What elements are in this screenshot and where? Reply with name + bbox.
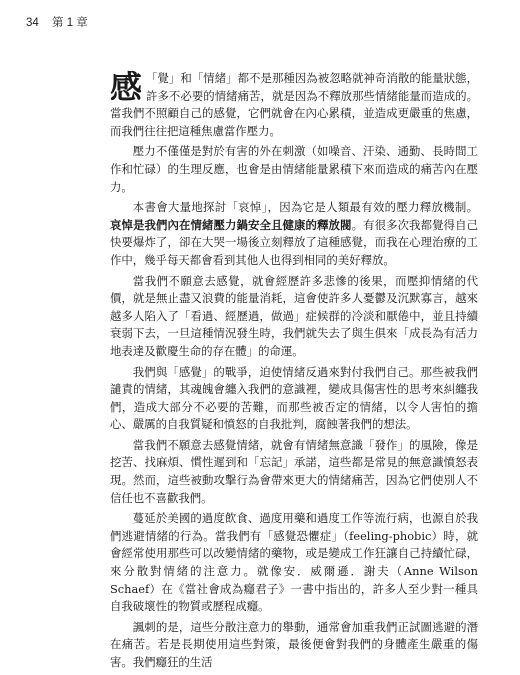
paragraph-8: 諷刺的是，這些分散注意力的舉動，通常會加重我們正試圖逃避的潛在痛苦。若是長期使用這些對策，最後便會對我們的身體產生嚴重的傷害。我們癮狂的生活: [110, 619, 478, 669]
paragraph-2: 壓力不僅僅是對於有害的外在刺激（如噪音、汗染、通勤、長時間工作和忙碌）的生理反應，也會是由情緒能量累積下來而造成的痛苦內在壓力。: [110, 144, 478, 194]
paragraph-5: 我們與「感覺」的戰爭，迫使情緒反過來對付我們自己。那些被我們譴責的情緒，其魂魄會纏入我們的意識裡，變成具傷害性的思考來糾纏我們，造成大部分不必要的苦難，而那些被否定的情緒，以令人害怕的擔心、嚴厲的自我質疑和憤怒的自我批判，腐蝕著我們的想法。: [110, 364, 478, 432]
paragraph-6: 當我們不願意去感覺情緒，就會有情緒無意識「發作」的風險，像是挖苦、找麻煩、慣性遲到和「忘記」承諾，這些都是常見的無意識憤怒表現。然而，這些被動攻擊行為會帶來更大的情緒痛苦，因為它們使別人不信任也不喜歡我們。: [110, 437, 478, 505]
paragraph-1: 「 感 覺」和「情緒」都不是那種因為被忽略就神奇消散的能量狀態，許多不必要的情緒痛苦，就是因為不釋放那些情緒能量而造成的。當我們不照顧自己的感覺，它們就會在內心累積，並造成更嚴重的焦慮，而我們往往把這種焦慮當作壓力。: [110, 68, 478, 138]
running-header: [26, 14, 88, 30]
emphasis-text: 哀悼是我們內在情緒壓力鍋安全且健康的釋放閥: [110, 217, 352, 232]
paragraph-7: 蔓延於美國的過度飲食、過度用藥和過度工作等流行病，也源自於我們逃避情緒的行為。當我們有「感覺恐懼症」（feeling-phobic）時，就會經常使用那些可以改變情緒的藥物，或是變成工作狂讓自己持續忙碌，來分散對情緒的注意力。就像安．威爾遜．謝夫（Anne Wilson Schaef）在《當社會成為癮君子》一書中指出的，許多人至少對一種具自我破壞性的物質或歷程成癮。: [110, 511, 478, 614]
drop-cap: 感: [110, 68, 143, 106]
chapter-title: 第 1 章: [52, 17, 88, 29]
paragraph-4: 當我們不願意去感覺，就會經歷許多悲慘的後果，而壓抑情緒的代價，就是無止盡又浪費的能量消耗，這會使許多人憂鬱及沉默寡言，越來越多人陷入了「看過、經歷過，做過」症候群的冷淡和厭倦中，並且持續衰弱下去，一旦這種情況發生時，我們就失去了與生俱來「成長為有活力地表達及歡慶生命的存在體」的命運。: [110, 273, 478, 358]
body-text: [110, 70, 478, 675]
page-number: 34: [26, 17, 39, 29]
paragraph-3: 本書會大量地探討「哀悼」，因為它是人類最有效的壓力釋放機制。哀悼是我們內在情緒壓力鍋安全且健康的釋放閥。有很多次我都覺得自己快要爆炸了，卻在大哭一場後立刻釋放了這種感覺，而我在心理治療的工作中，幾乎每天都會看到其他人也得到相同的美好釋放。: [110, 200, 478, 267]
